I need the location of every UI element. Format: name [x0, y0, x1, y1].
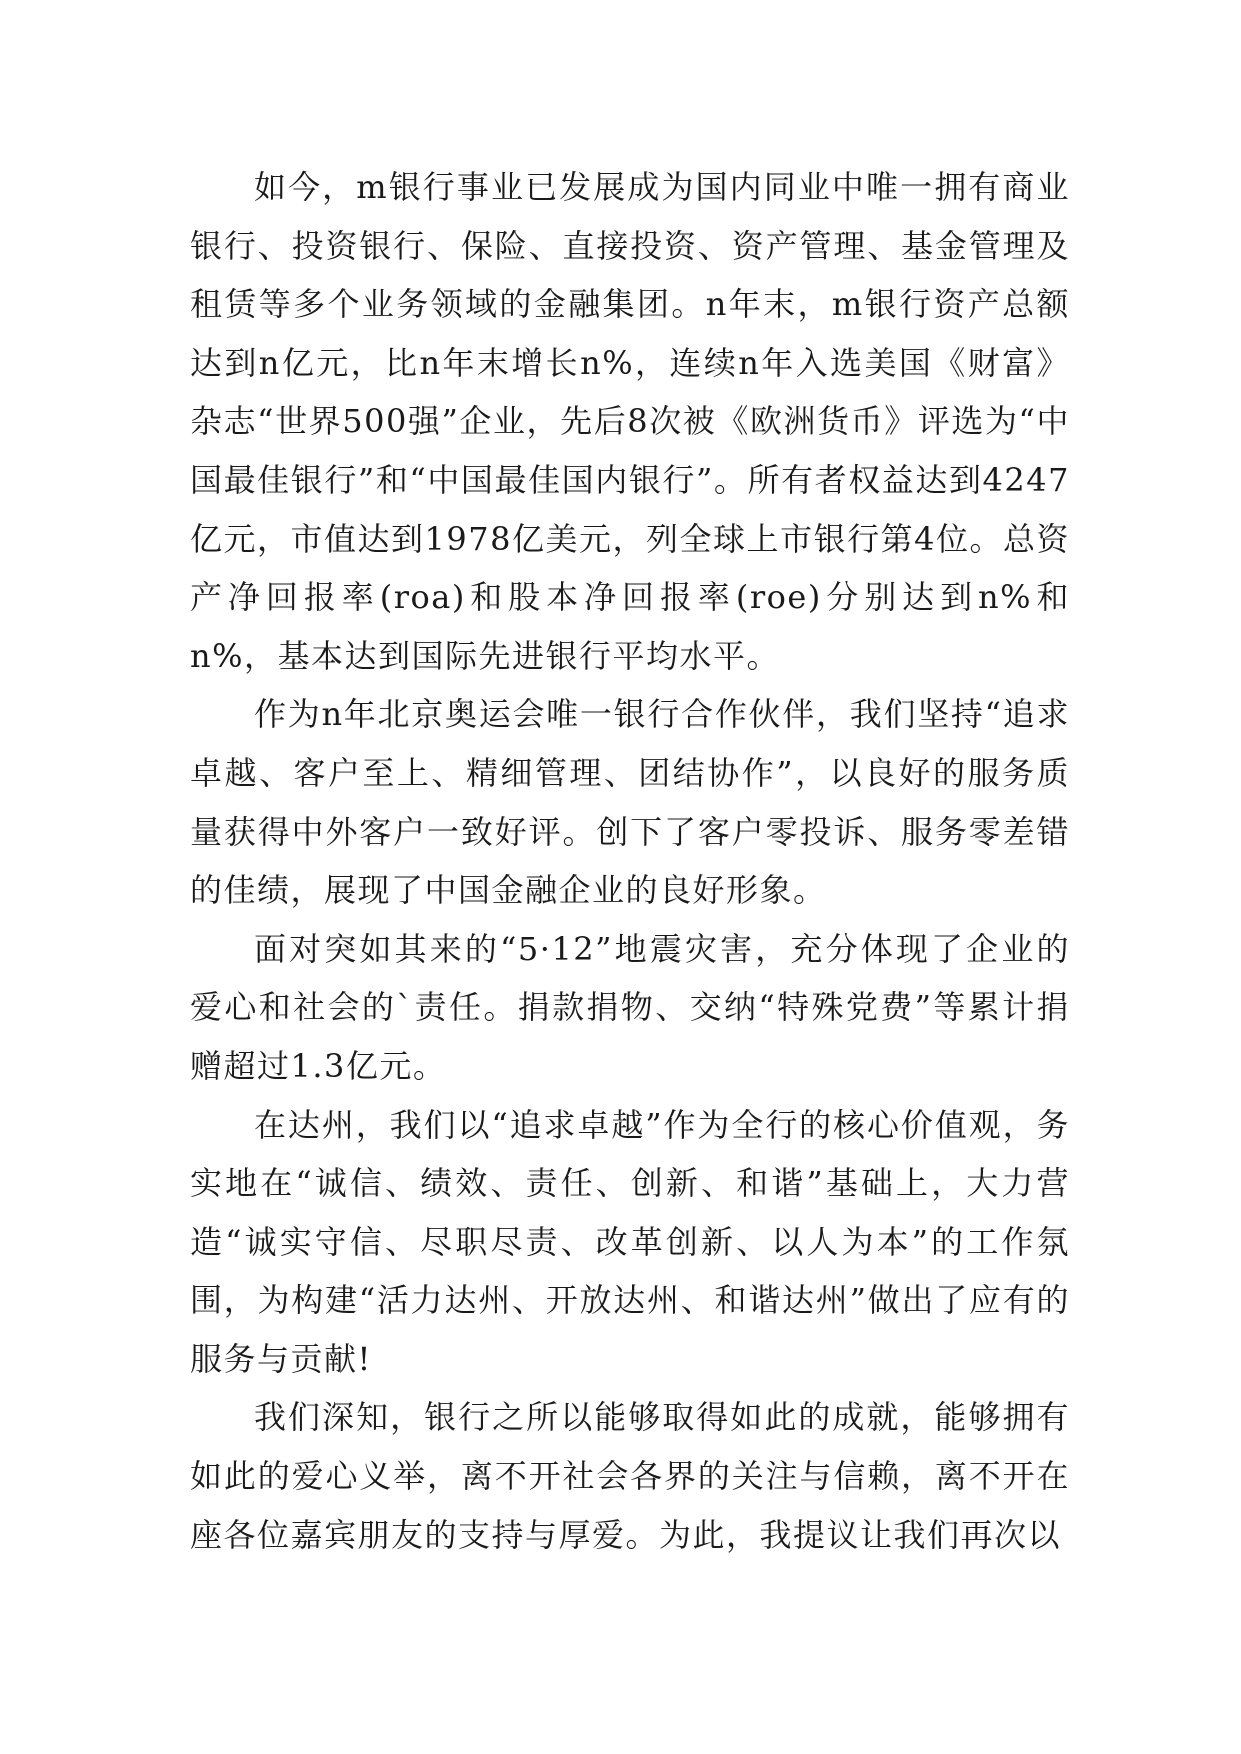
- paragraph-1: 如今，m银行事业已发展成为国内同业中唯一拥有商业银行、投资银行、保险、直接投资、资产管理、基金管理及租赁等多个业务领域的金融集团。n年末，m银行资产总额达到n亿元，比n年末增长n%，连续n年入选美国《财富》杂志“世界500强”企业，先后8次被《欧洲货币》评选为“中国最佳银行”和“中国最佳国内银行”。所有者权益达到4247亿元，市值达到1978亿美元，列全球上市银行第4位。总资产净回报率(roa)和股本净回报率(roe)分别达到n%和n%，基本达到国际先进银行平均水平。: [190, 168, 1070, 675]
- paragraph-5: 我们深知，银行之所以能够取得如此的成就，能够拥有如此的爱心义举，离不开社会各界的关注与信赖，离不开在座各位嘉宾朋友的支持与厚爱。为此，我提议让我们再次以: [190, 1398, 1070, 1554]
- paragraph-2: 作为n年北京奥运会唯一银行合作伙伴，我们坚持“追求卓越、客户至上、精细管理、团结协作”，以良好的服务质量获得中外客户一致好评。创下了客户零投诉、服务零差错的佳绩，展现了中国金融企业的良好形象。: [190, 695, 1070, 910]
- document-body: [190, 158, 1070, 1564]
- paragraph-4: 在达州，我们以“追求卓越”作为全行的核心价值观，务实地在“诚信、绩效、责任、创新、和谐”基础上，大力营造“诚实守信、尽职尽责、改革创新、以人为本”的工作氛围，为构建“活力达州、开放达州、和谐达州”做出了应有的服务与贡献!: [190, 1105, 1070, 1378]
- paragraph-3: 面对突如其来的“5·12”地震灾害，充分体现了企业的爱心和社会的`责任。捐款捐物、交纳“特殊党费”等累计捐赠超过1.3亿元。: [190, 929, 1070, 1085]
